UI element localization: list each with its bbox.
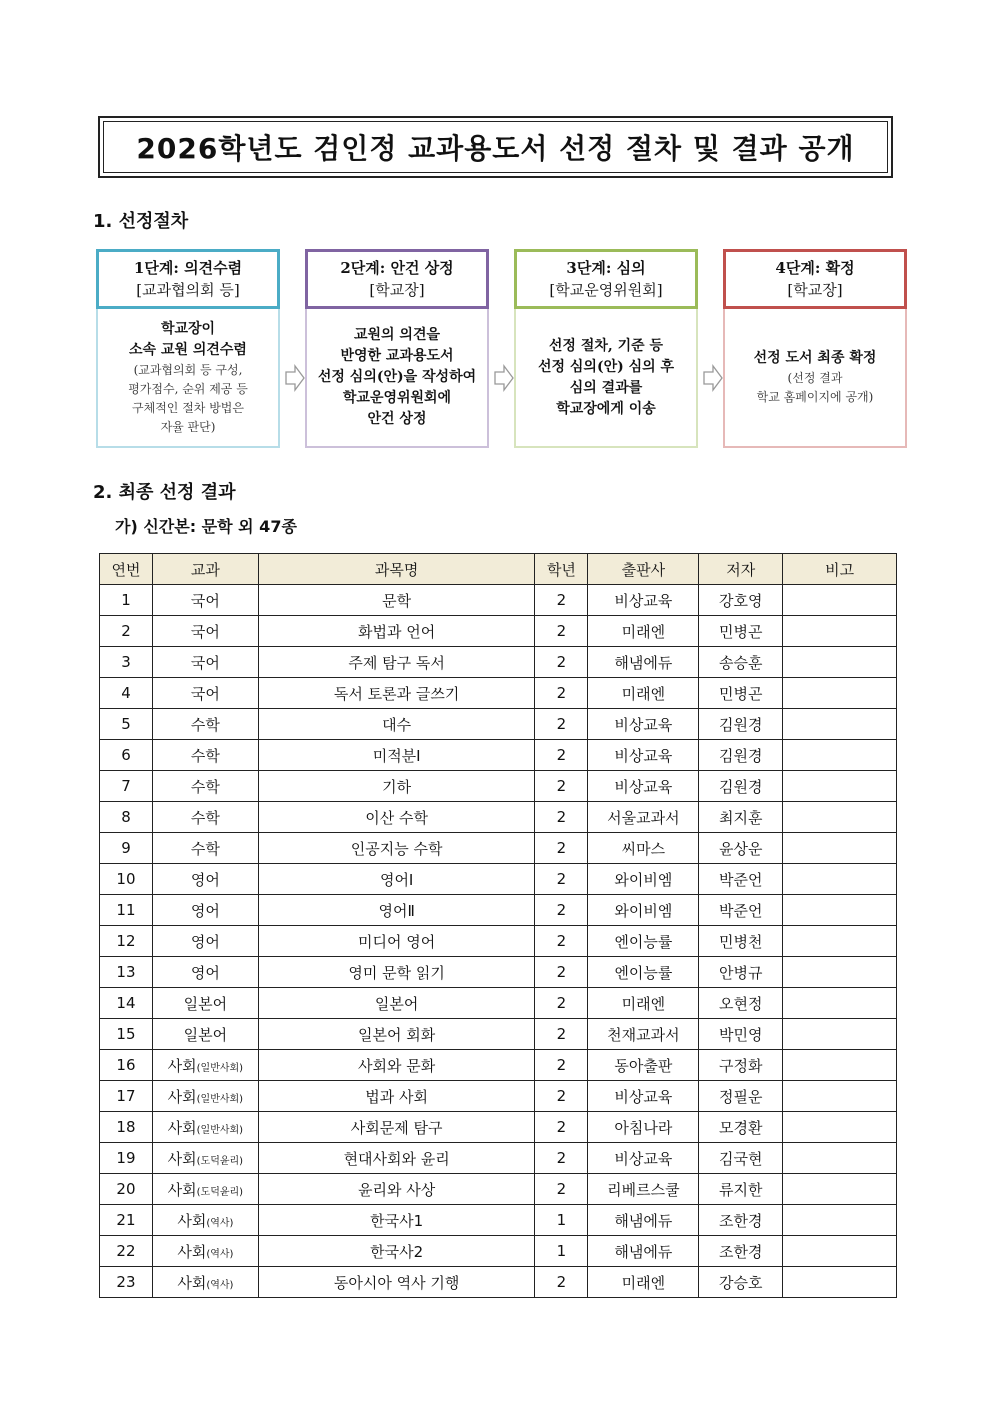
step-header: [96, 249, 280, 309]
table-row: [100, 740, 897, 771]
cell-remark: [783, 1112, 897, 1143]
cell-author: 강승호: [699, 1267, 783, 1298]
cell-remark: [783, 585, 897, 616]
cell-course: 한국사1: [258, 1205, 535, 1236]
cell-remark: [783, 1050, 897, 1081]
cell-course: 대수: [258, 709, 535, 740]
cell-subject: [152, 988, 258, 1019]
table-row: [100, 1236, 897, 1267]
cell-course: 인공지능 수학: [258, 833, 535, 864]
cell-remark: [783, 616, 897, 647]
cell-author: 박준언: [699, 895, 783, 926]
step-body: [305, 309, 489, 448]
subject-area: (일반사회): [196, 1093, 244, 1105]
header-course: 과목명: [258, 554, 535, 585]
table-row: [100, 895, 897, 926]
step-description: 선정 절차, 기준 등 선정 심의(안) 심의 후 심의 결과를 학교장에게 이송: [537, 337, 675, 417]
cell-subject: [152, 709, 258, 740]
step-title: 3단계: 심의: [566, 259, 646, 277]
cell-publisher: 와이비엠: [588, 895, 699, 926]
subject-area: (역사): [206, 1217, 234, 1229]
cell-subject: [152, 647, 258, 678]
cell-subject: [152, 895, 258, 926]
step-description: 선정 도서 최종 확정: [753, 350, 877, 366]
cell-number: 12: [100, 926, 153, 957]
cell-subject: [152, 957, 258, 988]
subject-name: 사회: [177, 1242, 207, 1261]
table-row: [100, 833, 897, 864]
cell-publisher: 씨마스: [588, 833, 699, 864]
subject-name: 일본어: [183, 1025, 228, 1044]
cell-number: 7: [100, 771, 153, 802]
section-heading-results: 2. 최종 선정 결과: [93, 482, 236, 503]
subject-area: (역사): [206, 1248, 234, 1260]
step-actor: [학교장]: [787, 281, 843, 299]
subsection-heading-new-books: 가) 신간본: 문학 외 47종: [115, 517, 297, 536]
table-row: [100, 585, 897, 616]
cell-author: 모경환: [699, 1112, 783, 1143]
cell-grade: 2: [535, 1143, 588, 1174]
cell-publisher: 서울교과서: [588, 802, 699, 833]
table-row: [100, 957, 897, 988]
cell-course: 한국사2: [258, 1236, 535, 1267]
table-row: [100, 864, 897, 895]
cell-author: 민병천: [699, 926, 783, 957]
table-header-row: [100, 554, 897, 585]
arrow-right-icon: [702, 364, 724, 392]
cell-subject: [152, 926, 258, 957]
cell-subject: [152, 771, 258, 802]
cell-remark: [783, 647, 897, 678]
step-description: 교원의 의견을 반영한 교과용도서 선정 심의(안)을 작성하여 학교운영위원회에 안건 상정: [317, 327, 477, 427]
cell-remark: [783, 1267, 897, 1298]
cell-course: 문학: [258, 585, 535, 616]
cell-number: 9: [100, 833, 153, 864]
table-row: [100, 1205, 897, 1236]
cell-grade: 2: [535, 1174, 588, 1205]
header-publisher: 출판사: [588, 554, 699, 585]
cell-number: 4: [100, 678, 153, 709]
cell-remark: [783, 709, 897, 740]
cell-publisher: 엔이능률: [588, 957, 699, 988]
cell-publisher: 엔이능률: [588, 926, 699, 957]
table-row: [100, 1267, 897, 1298]
cell-subject: [152, 1143, 258, 1174]
document-title: 2026학년도 검인정 교과용도서 선정 절차 및 결과 공개: [103, 121, 888, 173]
cell-number: 17: [100, 1081, 153, 1112]
header-remark: 비고: [783, 554, 897, 585]
cell-author: 김원경: [699, 740, 783, 771]
cell-course: 기하: [258, 771, 535, 802]
table-row: [100, 678, 897, 709]
step-title: 4단계: 확정: [775, 259, 855, 277]
cell-grade: 2: [535, 1112, 588, 1143]
table-row: [100, 647, 897, 678]
cell-grade: 2: [535, 988, 588, 1019]
cell-course: 주제 탐구 독서: [258, 647, 535, 678]
cell-grade: 2: [535, 1081, 588, 1112]
procedure-step-3: [514, 249, 698, 448]
cell-remark: [783, 802, 897, 833]
cell-number: 18: [100, 1112, 153, 1143]
cell-subject: [152, 1236, 258, 1267]
step-title: 1단계: 의견수렴: [133, 259, 243, 277]
cell-grade: 2: [535, 1019, 588, 1050]
cell-publisher: 해냄에듀: [588, 1205, 699, 1236]
cell-publisher: 천재교과서: [588, 1019, 699, 1050]
cell-subject: [152, 740, 258, 771]
subject-name: 영어: [190, 932, 220, 951]
cell-subject: [152, 1174, 258, 1205]
subject-name: 수학: [190, 808, 220, 827]
cell-remark: [783, 988, 897, 1019]
cell-grade: 2: [535, 1050, 588, 1081]
cell-grade: 2: [535, 833, 588, 864]
table-row: [100, 771, 897, 802]
header-number: 연번: [100, 554, 153, 585]
cell-number: 11: [100, 895, 153, 926]
subject-area: (일반사회): [196, 1124, 244, 1136]
cell-author: 조한경: [699, 1236, 783, 1267]
subject-name: 사회: [177, 1273, 207, 1292]
cell-course: 윤리와 사상: [258, 1174, 535, 1205]
cell-grade: 2: [535, 1267, 588, 1298]
table-row: [100, 988, 897, 1019]
cell-course: 일본어 회화: [258, 1019, 535, 1050]
procedure-step-4: [723, 249, 907, 448]
cell-number: 10: [100, 864, 153, 895]
table-row: [100, 616, 897, 647]
cell-remark: [783, 1205, 897, 1236]
arrow-right-icon: [284, 364, 306, 392]
cell-publisher: 비상교육: [588, 585, 699, 616]
cell-grade: 2: [535, 771, 588, 802]
document-title-frame: [98, 116, 893, 178]
cell-author: 김국현: [699, 1143, 783, 1174]
step-header: [723, 249, 907, 309]
cell-subject: [152, 616, 258, 647]
cell-number: 8: [100, 802, 153, 833]
subject-name: 수학: [190, 746, 220, 765]
cell-grade: 2: [535, 585, 588, 616]
cell-number: 16: [100, 1050, 153, 1081]
cell-author: 민병곤: [699, 678, 783, 709]
step-note: (선정 결과 학교 홈페이지에 공개): [756, 371, 874, 404]
cell-author: 민병곤: [699, 616, 783, 647]
subject-name: 국어: [190, 591, 220, 610]
cell-number: 5: [100, 709, 153, 740]
cell-remark: [783, 678, 897, 709]
cell-author: 조한경: [699, 1205, 783, 1236]
cell-number: 3: [100, 647, 153, 678]
cell-remark: [783, 1174, 897, 1205]
table-row: [100, 1112, 897, 1143]
cell-remark: [783, 1019, 897, 1050]
subject-name: 수학: [190, 777, 220, 796]
cell-subject: [152, 678, 258, 709]
table-row: [100, 1050, 897, 1081]
cell-grade: 2: [535, 740, 588, 771]
subject-name: 수학: [190, 715, 220, 734]
cell-number: 2: [100, 616, 153, 647]
section-heading-procedure: 1. 선정절차: [93, 211, 189, 232]
cell-author: 김원경: [699, 709, 783, 740]
cell-number: 13: [100, 957, 153, 988]
cell-course: 이산 수학: [258, 802, 535, 833]
cell-course: 영어Ⅰ: [258, 864, 535, 895]
cell-number: 14: [100, 988, 153, 1019]
subject-name: 수학: [190, 839, 220, 858]
step-actor: [학교장]: [369, 281, 425, 299]
cell-subject: [152, 585, 258, 616]
cell-publisher: 동아출판: [588, 1050, 699, 1081]
cell-subject: [152, 1267, 258, 1298]
step-actor: [교과협의회 등]: [136, 281, 240, 299]
cell-publisher: 미래엔: [588, 988, 699, 1019]
cell-publisher: 미래엔: [588, 1267, 699, 1298]
cell-number: 20: [100, 1174, 153, 1205]
cell-remark: [783, 833, 897, 864]
cell-publisher: 비상교육: [588, 1143, 699, 1174]
subject-name: 국어: [190, 653, 220, 672]
step-title: 2단계: 안건 상정: [340, 259, 454, 277]
subject-area: (도덕윤리): [196, 1186, 244, 1198]
cell-publisher: 해냄에듀: [588, 1236, 699, 1267]
cell-publisher: 와이비엠: [588, 864, 699, 895]
step-body: [96, 309, 280, 448]
cell-author: 오현정: [699, 988, 783, 1019]
table-row: [100, 802, 897, 833]
cell-subject: [152, 1112, 258, 1143]
procedure-step-1: [96, 249, 280, 448]
cell-grade: 2: [535, 864, 588, 895]
cell-author: 김원경: [699, 771, 783, 802]
cell-course: 법과 사회: [258, 1081, 535, 1112]
cell-subject: [152, 864, 258, 895]
subject-name: 사회: [167, 1056, 197, 1075]
cell-course: 화법과 언어: [258, 616, 535, 647]
cell-number: 21: [100, 1205, 153, 1236]
cell-grade: 2: [535, 616, 588, 647]
cell-number: 23: [100, 1267, 153, 1298]
subject-name: 영어: [190, 870, 220, 889]
step-body: [514, 309, 698, 448]
cell-course: 독서 토론과 글쓰기: [258, 678, 535, 709]
table-row: [100, 1081, 897, 1112]
subject-name: 사회: [167, 1180, 197, 1199]
cell-author: 박민영: [699, 1019, 783, 1050]
cell-remark: [783, 895, 897, 926]
cell-course: 동아시아 역사 기행: [258, 1267, 535, 1298]
cell-author: 안병규: [699, 957, 783, 988]
cell-course: 영미 문학 읽기: [258, 957, 535, 988]
step-note: (교과협의회 등 구성, 평가점수, 순위 제공 등 구체적인 절차 방법은 자율 판단): [128, 362, 248, 434]
cell-remark: [783, 1236, 897, 1267]
cell-publisher: 비상교육: [588, 1081, 699, 1112]
cell-grade: 2: [535, 926, 588, 957]
cell-author: 강호영: [699, 585, 783, 616]
step-body: [723, 309, 907, 448]
subject-name: 사회: [167, 1087, 197, 1106]
subject-name: 영어: [190, 963, 220, 982]
cell-author: 구정화: [699, 1050, 783, 1081]
subject-name: 국어: [190, 684, 220, 703]
cell-subject: [152, 1050, 258, 1081]
cell-subject: [152, 833, 258, 864]
subject-name: 국어: [190, 622, 220, 641]
subject-name: 사회: [177, 1211, 207, 1230]
cell-publisher: 미래엔: [588, 678, 699, 709]
cell-publisher: 비상교육: [588, 740, 699, 771]
cell-publisher: 비상교육: [588, 709, 699, 740]
cell-number: 1: [100, 585, 153, 616]
table-row: [100, 926, 897, 957]
cell-grade: 2: [535, 709, 588, 740]
subject-area: (역사): [206, 1279, 234, 1291]
table-row: [100, 1019, 897, 1050]
cell-course: 영어Ⅱ: [258, 895, 535, 926]
arrow-right-icon: [493, 364, 515, 392]
cell-remark: [783, 1081, 897, 1112]
cell-remark: [783, 957, 897, 988]
subject-area: (일반사회): [196, 1062, 244, 1074]
step-actor: [학교운영위원회]: [549, 281, 663, 299]
cell-subject: [152, 1081, 258, 1112]
cell-publisher: 비상교육: [588, 771, 699, 802]
cell-grade: 2: [535, 802, 588, 833]
cell-remark: [783, 740, 897, 771]
cell-publisher: 아침나라: [588, 1112, 699, 1143]
cell-course: 미디어 영어: [258, 926, 535, 957]
cell-remark: [783, 771, 897, 802]
procedure-step-2: [305, 249, 489, 448]
cell-grade: 2: [535, 957, 588, 988]
cell-subject: [152, 1205, 258, 1236]
cell-grade: 1: [535, 1236, 588, 1267]
cell-author: 최지훈: [699, 802, 783, 833]
cell-number: 22: [100, 1236, 153, 1267]
cell-author: 류지한: [699, 1174, 783, 1205]
cell-remark: [783, 864, 897, 895]
cell-author: 박준언: [699, 864, 783, 895]
step-header: [305, 249, 489, 309]
cell-publisher: 미래엔: [588, 616, 699, 647]
cell-author: 윤상운: [699, 833, 783, 864]
header-grade: 학년: [535, 554, 588, 585]
cell-subject: [152, 1019, 258, 1050]
subject-name: 영어: [190, 901, 220, 920]
cell-author: 정필운: [699, 1081, 783, 1112]
cell-remark: [783, 926, 897, 957]
subject-name: 사회: [167, 1149, 197, 1168]
cell-grade: 1: [535, 1205, 588, 1236]
subject-name: 일본어: [183, 994, 228, 1013]
subject-area: (도덕윤리): [196, 1155, 244, 1167]
table-row: [100, 1174, 897, 1205]
cell-number: 15: [100, 1019, 153, 1050]
cell-author: 송승훈: [699, 647, 783, 678]
cell-number: 19: [100, 1143, 153, 1174]
cell-remark: [783, 1143, 897, 1174]
cell-grade: 2: [535, 895, 588, 926]
cell-course: 일본어: [258, 988, 535, 1019]
cell-subject: [152, 802, 258, 833]
step-description: 학교장이 소속 교원 의견수렴: [129, 320, 247, 358]
table-row: [100, 1143, 897, 1174]
cell-publisher: 리베르스쿨: [588, 1174, 699, 1205]
cell-course: 미적분Ⅰ: [258, 740, 535, 771]
selected-books-table: [99, 553, 897, 1298]
subject-name: 사회: [167, 1118, 197, 1137]
step-header: [514, 249, 698, 309]
cell-grade: 2: [535, 678, 588, 709]
header-author: 저자: [699, 554, 783, 585]
cell-grade: 2: [535, 647, 588, 678]
cell-course: 사회문제 탐구: [258, 1112, 535, 1143]
cell-course: 사회와 문화: [258, 1050, 535, 1081]
cell-publisher: 해냄에듀: [588, 647, 699, 678]
table-row: [100, 709, 897, 740]
cell-number: 6: [100, 740, 153, 771]
cell-course: 현대사회와 윤리: [258, 1143, 535, 1174]
header-subject: 교과: [152, 554, 258, 585]
